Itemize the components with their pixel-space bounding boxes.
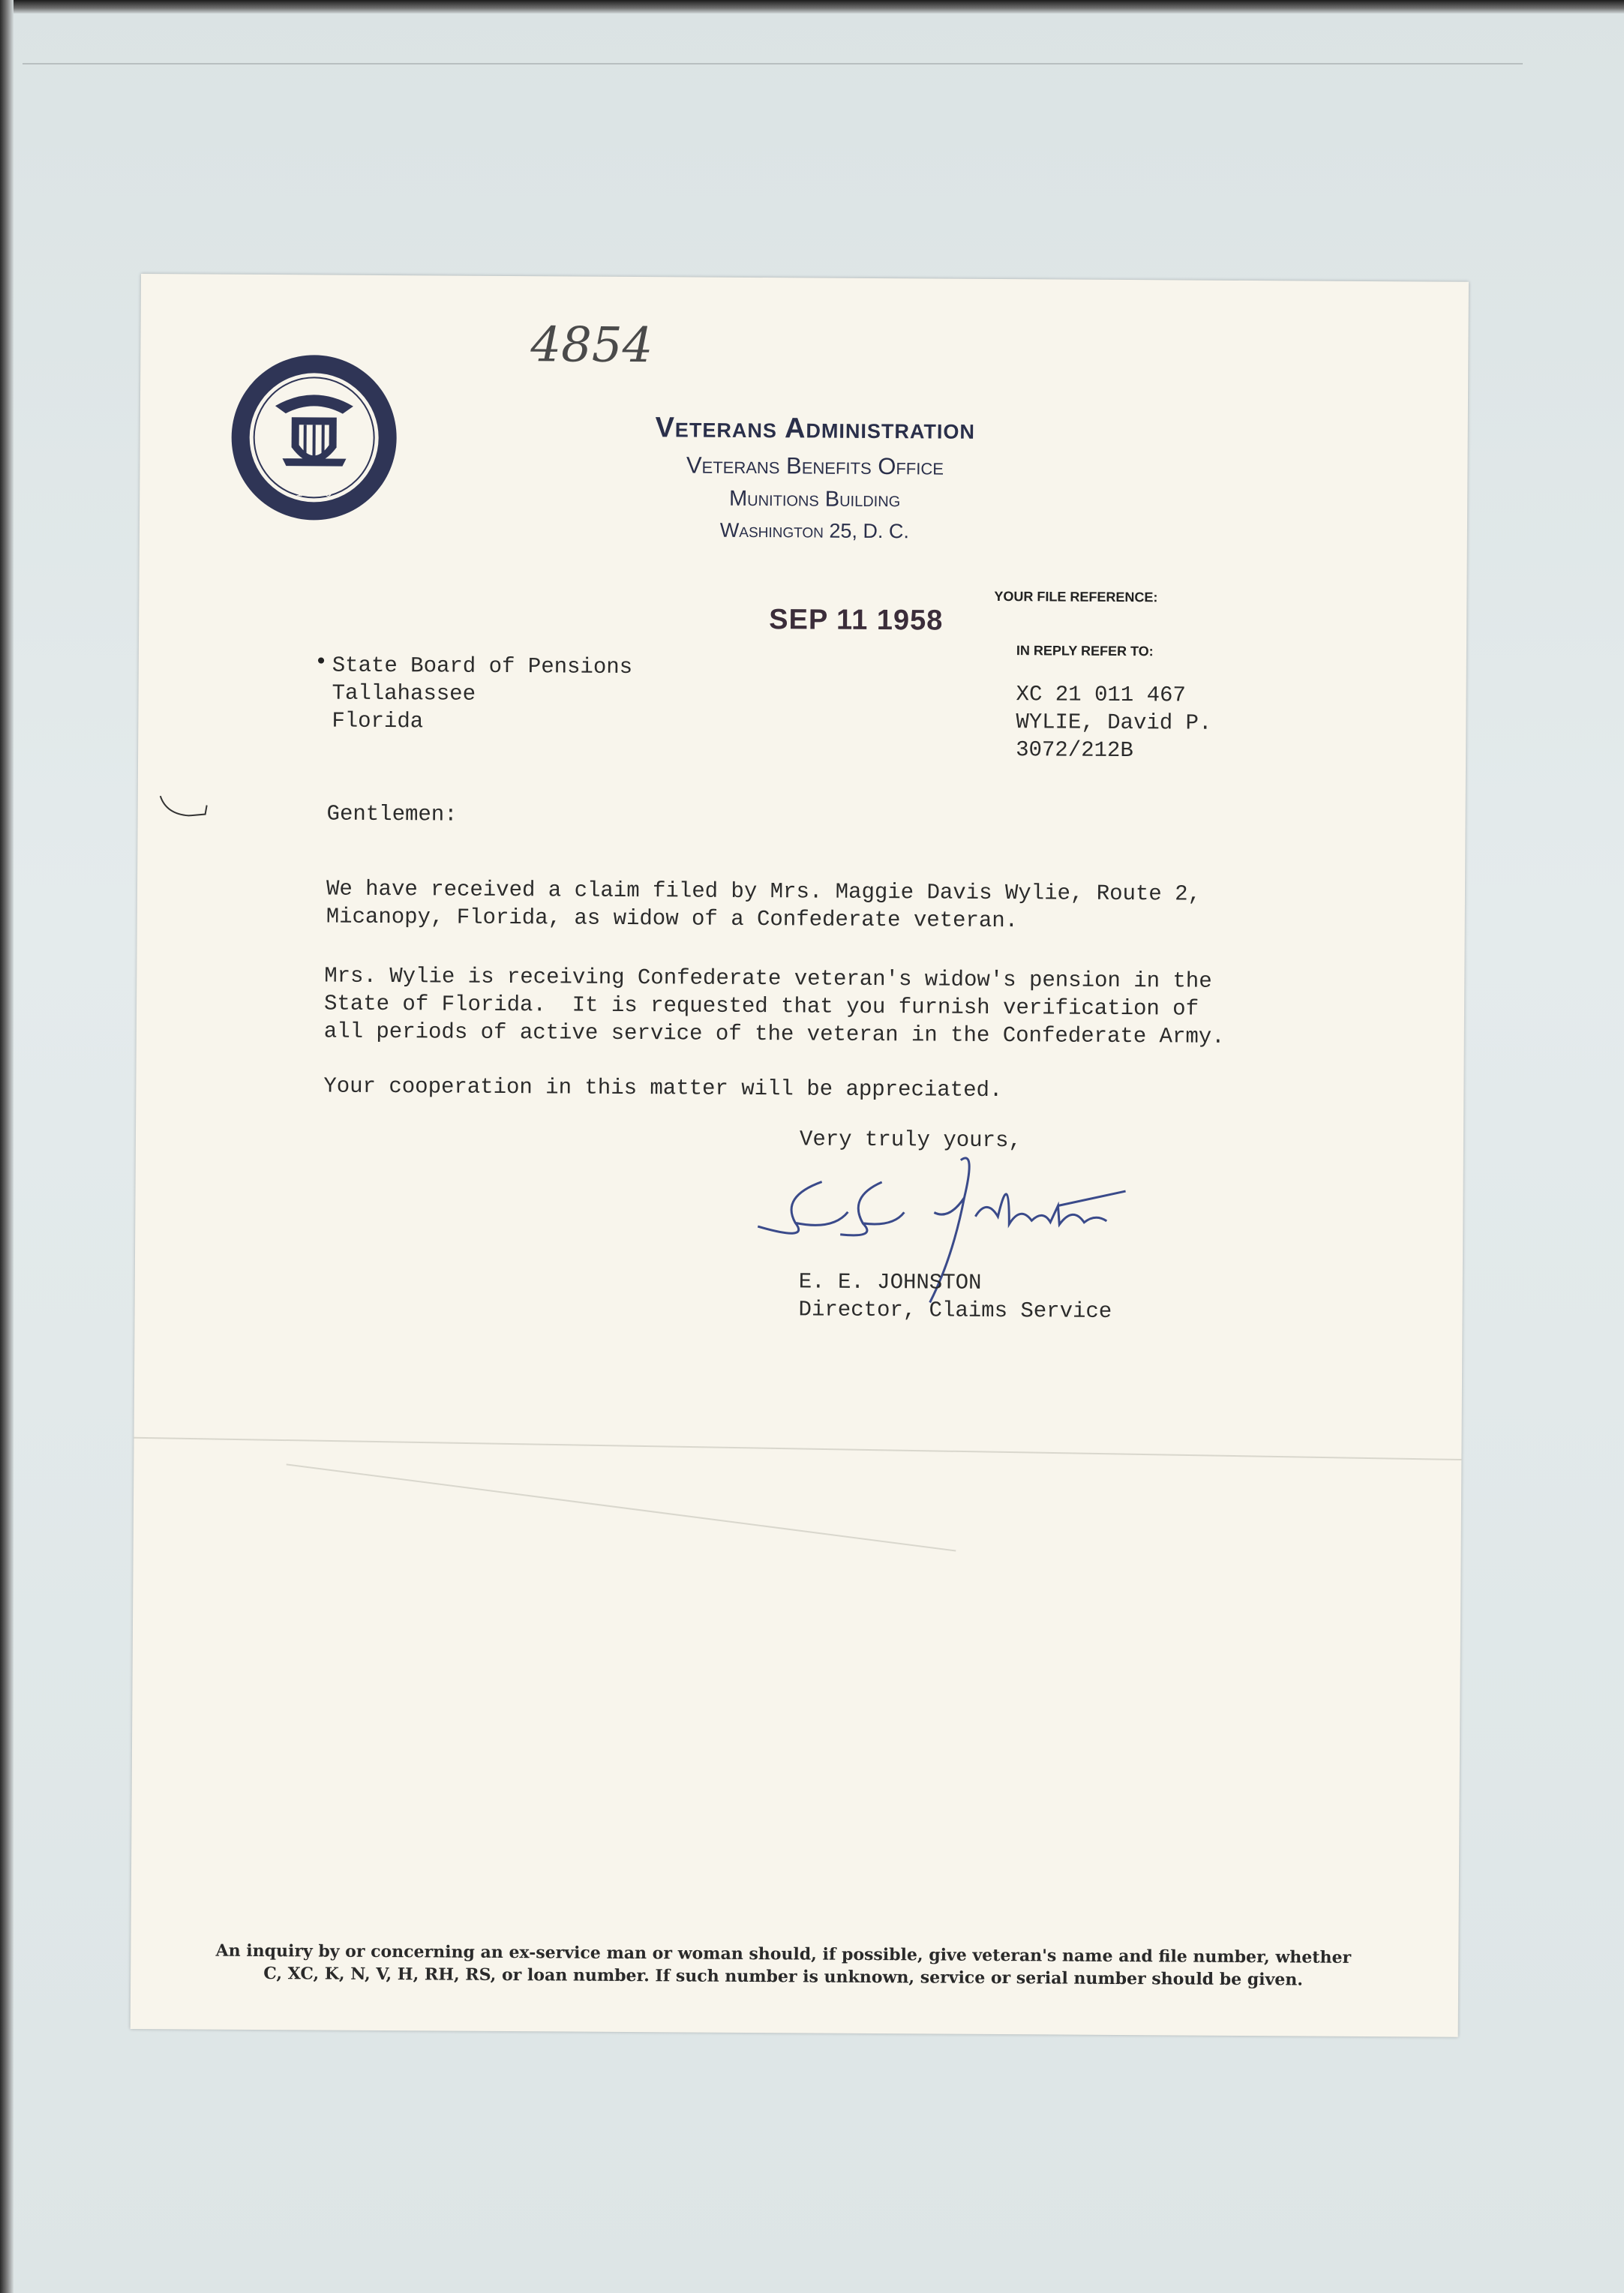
body-paragraph-3: Your cooperation in this matter will be appreciated.: [323, 1073, 1003, 1103]
salutation: Gentlemen:: [326, 801, 458, 827]
letterhead-agency: Veterans Administration: [655, 412, 976, 446]
reference-veteran-name: WYLIE, David P.: [1016, 710, 1212, 736]
reference-block: [1016, 680, 1212, 765]
paper-crease: [287, 1463, 956, 1551]
veterans-administration-seal: [230, 353, 399, 523]
paper-crease: [134, 1437, 1462, 1460]
reply-refer-label: IN REPLY REFER TO:: [1016, 643, 1154, 659]
margin-pencil-mark: [159, 791, 212, 821]
handwritten-file-number: 4854: [530, 317, 653, 374]
letterhead: [575, 412, 1055, 545]
footer-notice: [176, 1939, 1391, 1991]
address-bullet: •: [317, 648, 326, 674]
reference-code: 3072/212B: [1016, 737, 1133, 764]
letterhead-office: Veterans Benefits Office: [686, 452, 944, 480]
closing: Very truly yours,: [799, 1127, 1022, 1154]
scan-left-edge: [0, 0, 14, 2293]
your-file-reference-label: YOUR FILE REFERENCE:: [994, 588, 1158, 605]
mount-line: [23, 63, 1523, 65]
footer-line-2: C, XC, K, N, V, H, RH, RS, or loan number. If such number is unknown, service or serial number should be given.: [263, 1964, 1304, 1990]
reference-claim-number: XC 21 011 467: [1016, 682, 1186, 708]
date-stamp: SEP 11 1958: [769, 604, 944, 637]
letterhead-city: Washington 25, D. C.: [719, 518, 910, 543]
body-paragraph-1: We have received a claim filed by Mrs. Maggie Davis Wylie, Route 2, Micanopy, Florida, as widow of a Confederate veteran.: [326, 876, 1202, 934]
letterhead-building: Munitions Building: [728, 486, 901, 512]
address-line: State Board of Pensions: [332, 653, 633, 680]
body-paragraph-2: Mrs. Wylie is receiving Confederate veteran's widow's pension in the State of Florida. It is requested that you furnish verification of all periods of active service of the veteran in the Confederate Army.: [323, 963, 1225, 1049]
address-line: Tallahassee: [332, 680, 476, 707]
address-line: Florida: [332, 708, 424, 734]
signer-name: E. E. JOHNSTON: [798, 1269, 982, 1295]
seal-year: 1930: [294, 482, 333, 500]
footer-line-1: An inquiry by or concerning an ex-service man or woman should, if possible, give veteran's name and file number, whether: [215, 1940, 1352, 1967]
signer-title: Director, Claims Service: [798, 1297, 1112, 1324]
recipient-address: [332, 652, 632, 737]
letter-page: [131, 274, 1469, 2037]
scan-top-edge: [0, 0, 1624, 14]
